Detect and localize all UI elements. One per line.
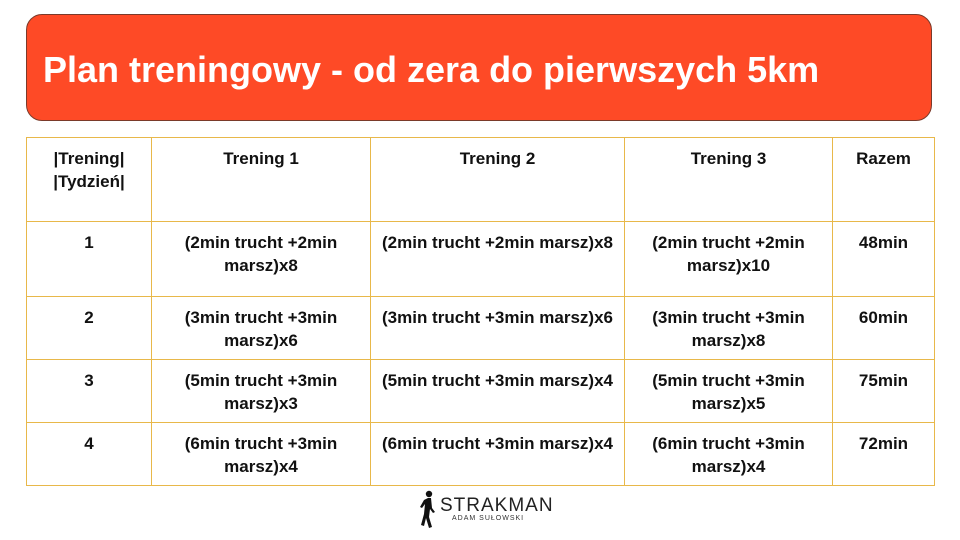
training-cell: (3min trucht +3min marsz)x6 [371,297,625,360]
week-cell: 1 [27,222,152,297]
header-training-3: Trening 3 [625,138,833,222]
total-cell: 75min [833,360,935,423]
total-cell: 48min [833,222,935,297]
table-row [27,360,935,423]
title-banner [26,14,932,121]
runner-icon [420,490,438,530]
table-row [27,222,935,297]
table-row [27,297,935,360]
training-cell: (2min trucht +2min marsz)x8 [371,222,625,297]
header-week [27,138,152,222]
header-row [27,138,935,222]
header-training-1: Trening 1 [152,138,371,222]
training-cell: (3min trucht +3min marsz)x8 [625,297,833,360]
training-cell: (5min trucht +3min marsz)x3 [152,360,371,423]
training-cell: (6min trucht +3min marsz)x4 [625,423,833,486]
header-week-label: |Trening| |Tydzień| [53,149,125,191]
training-cell: (3min trucht +3min marsz)x6 [152,297,371,360]
training-cell: (5min trucht +3min marsz)x4 [371,360,625,423]
training-plan-table [26,137,935,486]
logo-name: STRAKMAN [440,495,554,516]
total-cell: 72min [833,423,935,486]
training-cell: (2min trucht +2min marsz)x8 [152,222,371,297]
training-cell: (6min trucht +3min marsz)x4 [371,423,625,486]
week-cell: 2 [27,297,152,360]
week-cell: 3 [27,360,152,423]
logo-subtitle: ADAM SUŁOWSKI [452,515,525,522]
table-row [27,423,935,486]
strakman-logo [420,490,554,530]
training-cell: (6min trucht +3min marsz)x4 [152,423,371,486]
training-cell: (5min trucht +3min marsz)x5 [625,360,833,423]
header-total: Razem [833,138,935,222]
header-training-2: Trening 2 [371,138,625,222]
week-cell: 4 [27,423,152,486]
total-cell: 60min [833,297,935,360]
page-title: Plan treningowy - od zera do pierwszych 5km [43,49,820,90]
training-cell: (2min trucht +2min marsz)x10 [625,222,833,297]
